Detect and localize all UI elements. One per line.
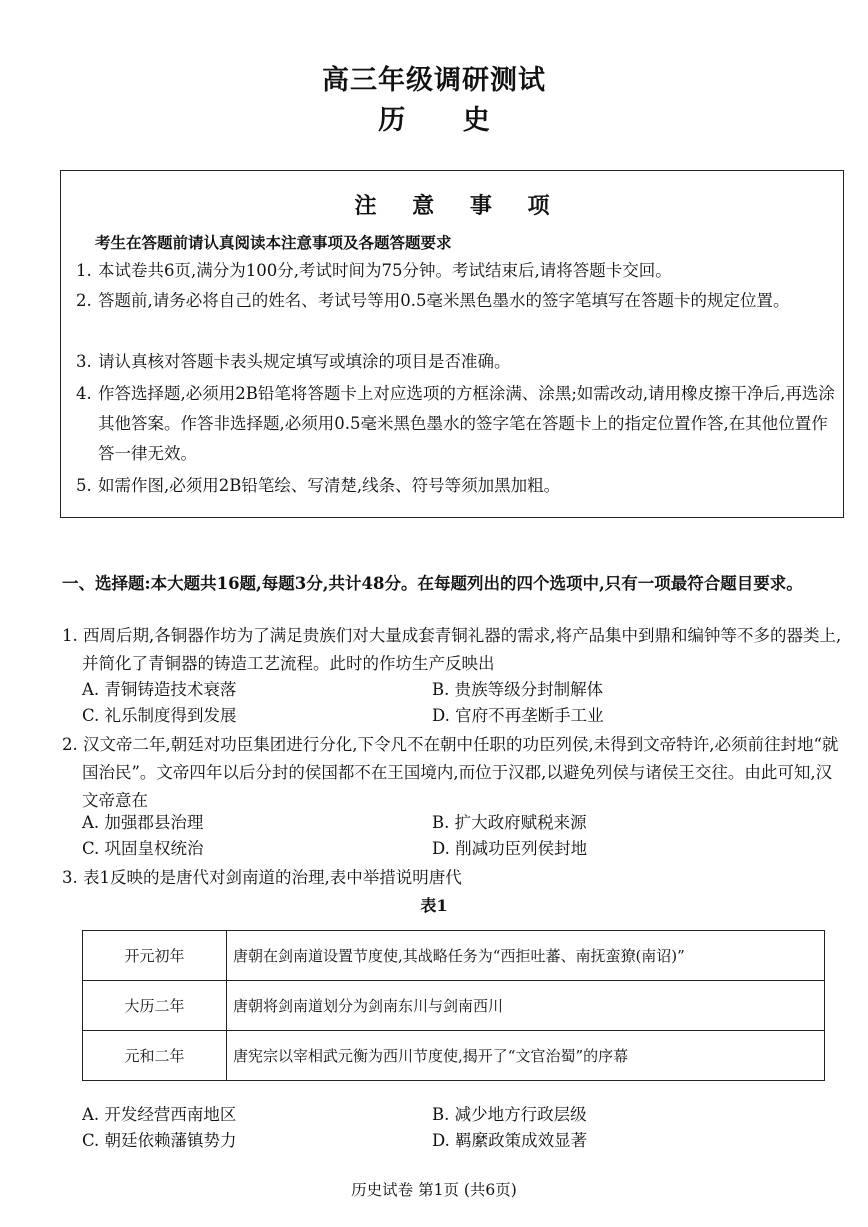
question-1-stem	[62, 622, 844, 678]
question-2-stem	[62, 731, 844, 815]
notice-item-number: 4.	[76, 384, 92, 403]
notice-box	[60, 170, 844, 518]
question-1-options	[82, 677, 842, 729]
subject-title: 历 史	[378, 105, 514, 136]
option-d: D. 官府不再垄断手工业	[432, 706, 604, 725]
notice-item-1	[76, 256, 836, 286]
page-footer: 历史试卷 第1页 (共6页)	[351, 1181, 517, 1199]
table-caption: 表1	[420, 896, 448, 915]
notice-item-5	[76, 471, 836, 501]
notice-item-text: 作答选择题,必须用2B铅笔将答题卡上对应选项的方框涂满、涂黑;如需改动,请用橡皮擦干净后,再选涂其他答案。作答非选择题,必须用0.5毫米黑色墨水的签字笔在答题卡上的指定位置作答,在其他位置作答一律无效。	[98, 384, 835, 463]
table-row	[83, 1031, 825, 1081]
question-text: 3. 表1反映的是唐代对剑南道的治理,表中举措说明唐代	[62, 868, 462, 887]
table-cell-time: 元和二年	[83, 1031, 227, 1081]
section-heading: 一、选择题:本大题共16题,每题3分,共计48分。在每题列出的四个选项中,只有一项最符合题目要求。	[62, 574, 803, 593]
notice-item-text: 答题前,请务必将自己的姓名、考试号等用0.5毫米黑色墨水的签字笔填写在答题卡的规定位置。	[98, 291, 790, 310]
option-a: A. 开发经营西南地区	[82, 1105, 237, 1124]
question-text: 2. 汉文帝二年,朝廷对功臣集团进行分化,下令凡不在朝中任职的功臣列侯,未得到文帝特许,必须前往封地“就国治民”。文帝四年以后分封的侯国都不在王国境内,而位于汉郡,以避免列侯与诸侯王交往。由此可知,汉文帝意在	[62, 735, 839, 810]
option-b: B. 贵族等级分封制解体	[432, 680, 604, 699]
option-a: A. 青铜铸造技术衰落	[82, 680, 237, 699]
option-c: C. 巩固皇权统治	[82, 839, 204, 858]
notice-title: 注 意 事 项	[354, 193, 564, 219]
table-row	[83, 931, 825, 981]
table-row	[83, 981, 825, 1031]
table-cell-event: 唐朝将剑南道划分为剑南东川与剑南西川	[227, 981, 825, 1031]
table-cell-time: 开元初年	[83, 931, 227, 981]
notice-item-number: 1.	[76, 261, 92, 280]
table-cell-event: 唐朝在剑南道设置节度使,其战略任务为“西拒吐蕃、南抚蛮獠(南诏)”	[227, 931, 825, 981]
table-cell-time: 大历二年	[83, 981, 227, 1031]
notice-item-4	[76, 379, 836, 469]
option-d: D. 羁縻政策成效显著	[432, 1131, 588, 1150]
notice-item-text: 如需作图,必须用2B铅笔绘、写清楚,线条、符号等须加黑加粗。	[98, 476, 561, 495]
notice-item-text: 本试卷共6页,满分为100分,考试时间为75分钟。考试结束后,请将答题卡交回。	[98, 261, 672, 280]
option-a: A. 加强郡县治理	[82, 813, 204, 832]
question-2-options	[82, 810, 842, 862]
table-1	[82, 930, 825, 1081]
exam-title: 高三年级调研测试	[322, 65, 546, 96]
notice-item-2	[76, 286, 836, 316]
notice-subtitle: 考生在答题前请认真阅读本注意事项及各题答题要求	[95, 233, 452, 252]
option-b: B. 扩大政府赋税来源	[432, 813, 587, 832]
question-3-options	[82, 1102, 842, 1154]
option-c: C. 礼乐制度得到发展	[82, 706, 237, 725]
question-3-stem	[62, 864, 844, 892]
notice-item-text: 请认真核对答题卡表头规定填写或填涂的项目是否准确。	[98, 352, 511, 371]
option-b: B. 减少地方行政层级	[432, 1105, 587, 1124]
notice-item-number: 5.	[76, 476, 92, 495]
notice-item-number: 2.	[76, 291, 92, 310]
notice-item-number: 3.	[76, 352, 92, 371]
question-text: 1. 西周后期,各铜器作坊为了满足贵族们对大量成套青铜礼器的需求,将产品集中到鼎和编钟等不多的器类上,并简化了青铜器的铸造工艺流程。此时的作坊生产反映出	[62, 626, 842, 673]
option-c: C. 朝廷依赖藩镇势力	[82, 1131, 237, 1150]
notice-item-3	[76, 347, 836, 377]
table-cell-event: 唐宪宗以宰相武元衡为西川节度使,揭开了“文官治蜀”的序幕	[227, 1031, 825, 1081]
option-d: D. 削减功臣列侯封地	[432, 839, 588, 858]
